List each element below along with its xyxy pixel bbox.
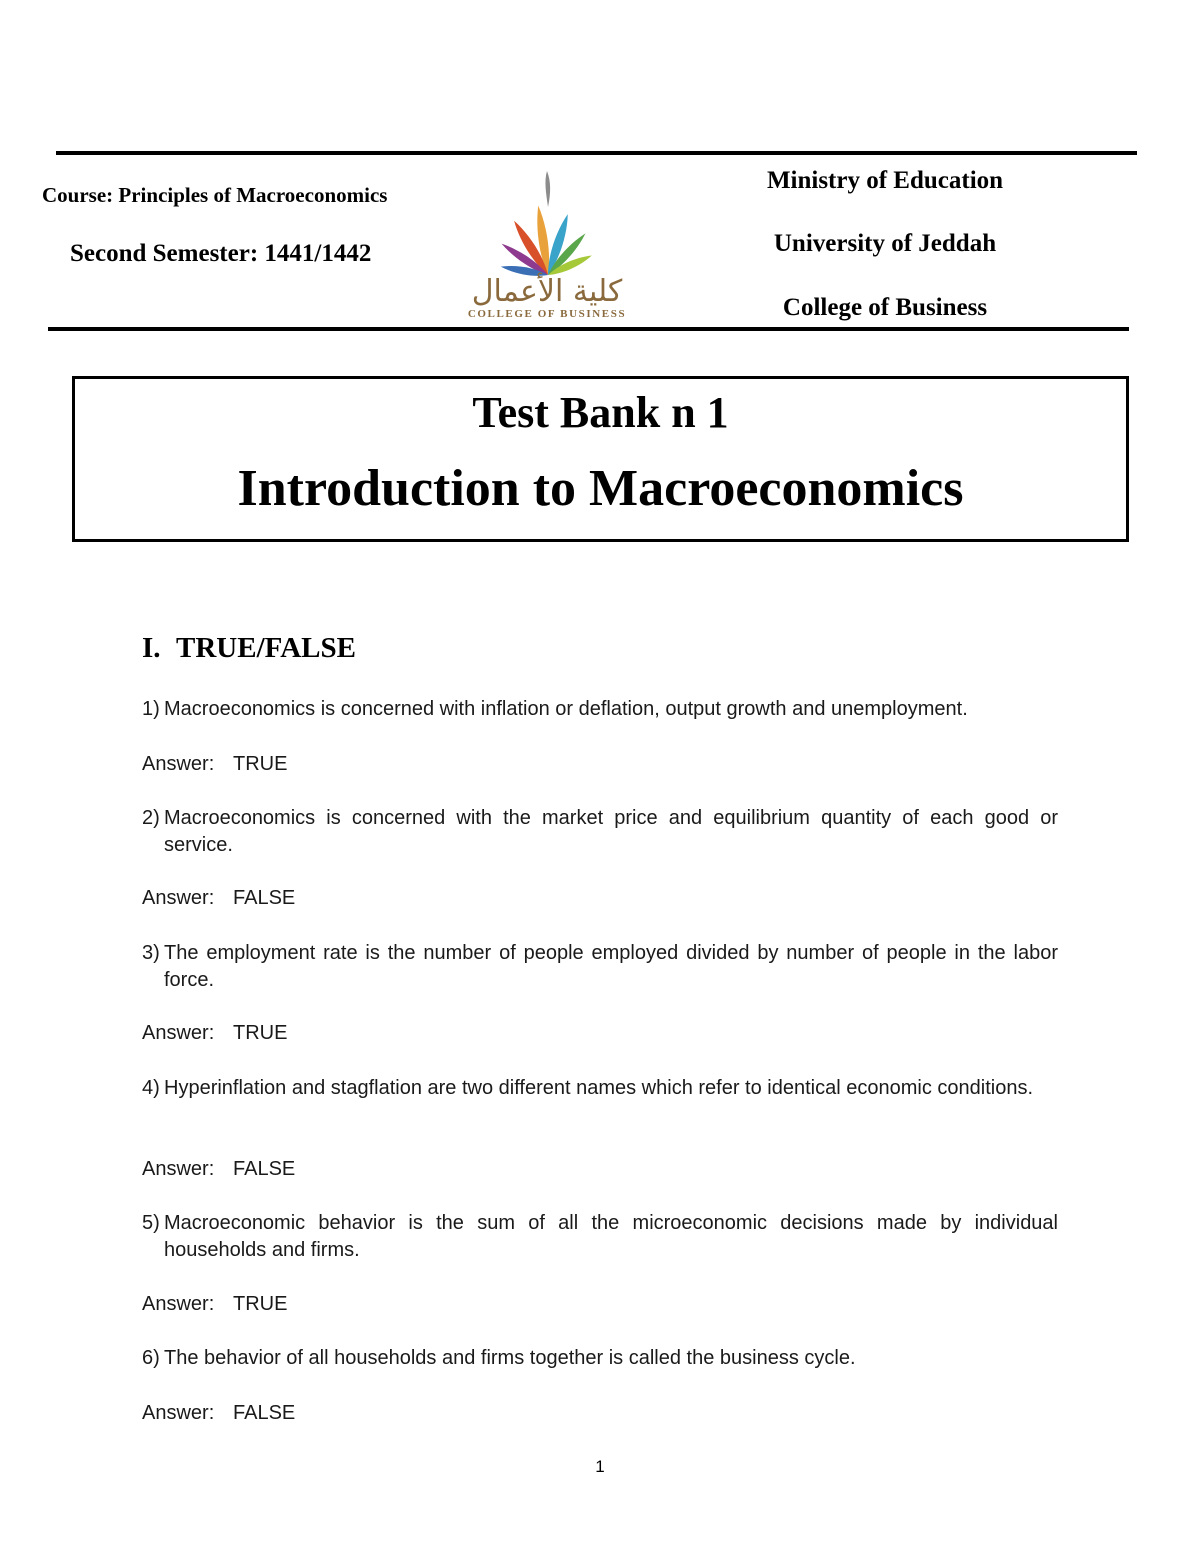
answer-line [142,1156,295,1183]
title-box [72,376,1129,542]
question-number: 1) [142,698,160,720]
college-of-business-logo [455,167,640,325]
section-heading-text: TRUE/FALSE [176,632,356,664]
question-text: Hyperinflation and stagflation are two different names which refer to identical economic conditions. [164,1077,1033,1099]
question-text: Macroeconomic behavior is the sum of all the microeconomic decisions made by individual households and firms. [164,1212,1058,1261]
question-item [142,1345,1058,1372]
answer-value: TRUE [233,1022,288,1044]
logo-subtitle: COLLEGE OF BUSINESS [467,308,627,320]
logo-arabic-text: كلية الأعمال [471,274,623,309]
header-bottom-rule [48,327,1129,331]
answer-line [142,1291,287,1318]
answer-value: FALSE [233,1158,296,1180]
university-name: University of Jeddah [773,230,997,257]
answer-value: FALSE [233,1402,296,1424]
logo-stem [545,171,550,207]
question-text: Macroeconomics is concerned with inflation or deflation, output growth and unemployment. [164,698,968,720]
page-number: 1 [595,1457,605,1476]
question-text: The employment rate is the number of people employed divided by number of people in the labor force. [164,942,1058,991]
question-item [142,805,1058,859]
question-item [142,940,1058,994]
answer-value: FALSE [233,887,296,909]
header-top-rule [56,151,1137,155]
course-title: Course: Principles of Macroeconomics [42,183,388,207]
section-number: I. [142,632,161,664]
answer-label: Answer: [142,1022,215,1044]
question-number: 6) [142,1347,160,1369]
answer-label: Answer: [142,753,215,775]
answer-value: TRUE [233,753,288,775]
answer-line [142,1020,287,1047]
answer-line [142,1400,295,1427]
ministry-name: Ministry of Education [766,167,1004,194]
question-text: Macroeconomics is concerned with the market price and equilibrium quantity of each good or service. [164,807,1058,856]
question-text: The behavior of all households and firms together is called the business cycle. [164,1347,856,1369]
semester-label: Second Semester: 1441/1442 [70,240,372,267]
question-item [142,696,1058,723]
college-name: College of Business [782,294,988,321]
answer-line [142,751,287,778]
question-number: 4) [142,1077,160,1099]
question-number: 2) [142,807,160,829]
chapter-title: Introduction to Macroeconomics [237,460,964,517]
answer-label: Answer: [142,887,215,909]
answer-label: Answer: [142,1402,215,1424]
answer-label: Answer: [142,1293,215,1315]
question-number: 3) [142,942,160,964]
test-bank-title: Test Bank n 1 [472,388,729,437]
question-number: 5) [142,1212,160,1234]
question-item [142,1210,1058,1264]
section-heading [142,632,356,665]
answer-value: TRUE [233,1293,288,1315]
question-item [142,1075,1058,1102]
answer-label: Answer: [142,1158,215,1180]
answer-line [142,885,295,912]
